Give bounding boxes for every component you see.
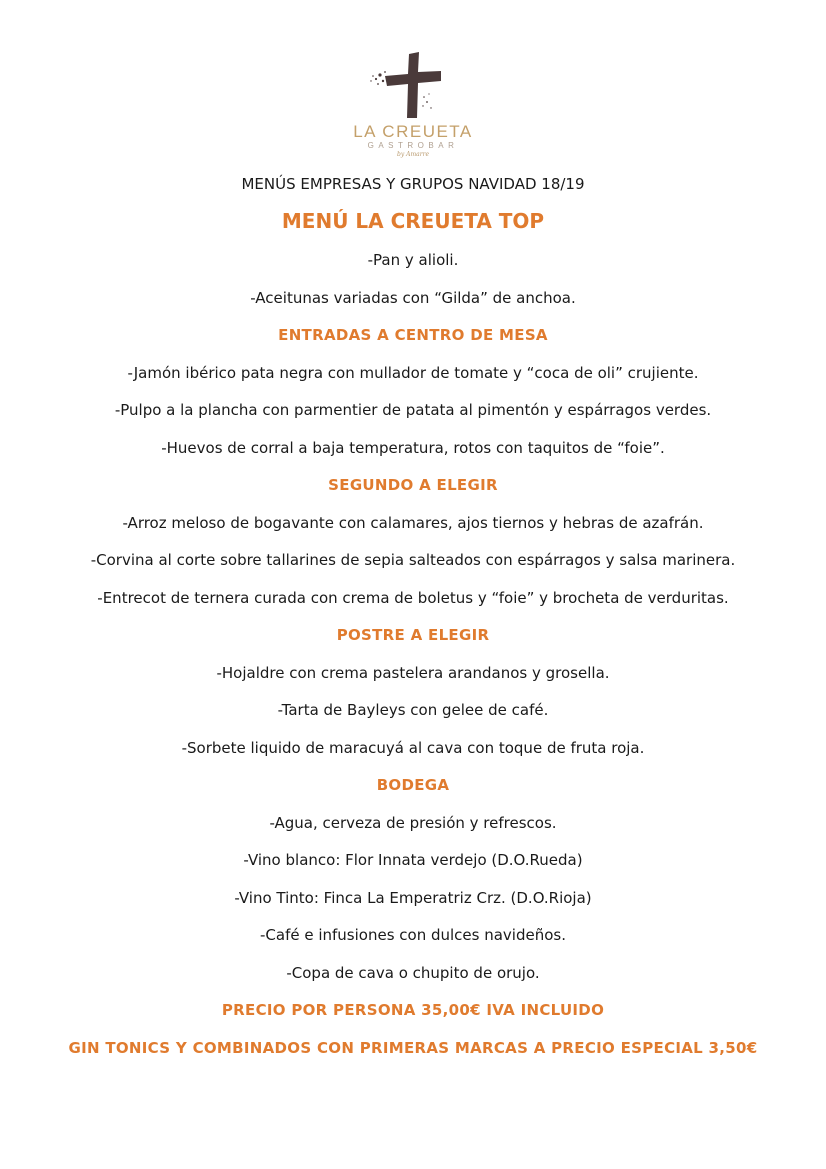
menu-item: -Vino blanco: Flor Innata verdejo (D.O.Rueda) xyxy=(243,851,583,869)
section-heading-bodega: BODEGA xyxy=(376,776,450,794)
menu-item: -Copa de cava o chupito de orujo. xyxy=(286,963,540,982)
price-per-person: PRECIO POR PERSONA 35,00€ IVA INCLUIDO xyxy=(221,1001,605,1019)
page-header: MENÚS EMPRESAS Y GRUPOS NAVIDAD 18/19 xyxy=(241,175,585,193)
menu-item: -Pulpo a la plancha con parmentier de patata al pimentón y espárragos verdes. xyxy=(114,401,712,419)
special-offer: GIN TONICS Y COMBINADOS CON PRIMERAS MARCAS A PRECIO ESPECIAL 3,50€ xyxy=(68,1038,758,1057)
menu-item: -Huevos de corral a baja temperatura, rotos con taquitos de “foie”. xyxy=(161,438,665,457)
section-heading-segundo: SEGUNDO A ELEGIR xyxy=(328,476,498,494)
menu-item: -Corvina al corte sobre tallarines de sepia salteados con espárragos y salsa marinera. xyxy=(90,551,736,569)
logo-byline: by Amarre xyxy=(396,151,430,158)
logo-name: LA CREUETA xyxy=(353,122,473,141)
menu-item: -Aceitunas variadas con “Gilda” de anchoa. xyxy=(250,288,576,307)
menu-item: -Café e infusiones con dulces navideños. xyxy=(259,926,566,944)
menu-item: -Jamón ibérico pata negra con mullador de tomate y “coca de oli” crujiente. xyxy=(127,363,699,382)
section-heading-entradas: ENTRADAS A CENTRO DE MESA xyxy=(278,326,548,344)
logo-subtitle: GASTROBAR xyxy=(367,141,459,150)
cross-logo-icon xyxy=(363,50,463,120)
menu-item: -Tarta de Bayleys con gelee de café. xyxy=(277,701,549,719)
section-heading-postre: POSTRE A ELEGIR xyxy=(336,626,490,644)
menu-item: -Agua, cerveza de presión y refrescos. xyxy=(269,813,557,832)
menu-content xyxy=(0,174,826,1075)
menu-item: -Hojaldre con crema pastelera arandanos y grosella. xyxy=(216,663,610,682)
menu-item: -Entrecot de ternera curada con crema de boletus y “foie” y brocheta de verduritas. xyxy=(97,588,729,607)
menu-item: -Arroz meloso de bogavante con calamares, ajos tiernos y hebras de azafrán. xyxy=(122,513,704,532)
menu-item: -Sorbete liquido de maracuyá al cava con toque de fruta roja. xyxy=(181,738,645,757)
menu-item: -Pan y alioli. xyxy=(367,251,459,269)
logo xyxy=(0,50,826,158)
menu-item: -Vino Tinto: Finca La Emperatriz Crz. (D.O.Rioja) xyxy=(234,888,592,907)
menu-title: MENÚ LA CREUETA TOP xyxy=(281,209,545,233)
